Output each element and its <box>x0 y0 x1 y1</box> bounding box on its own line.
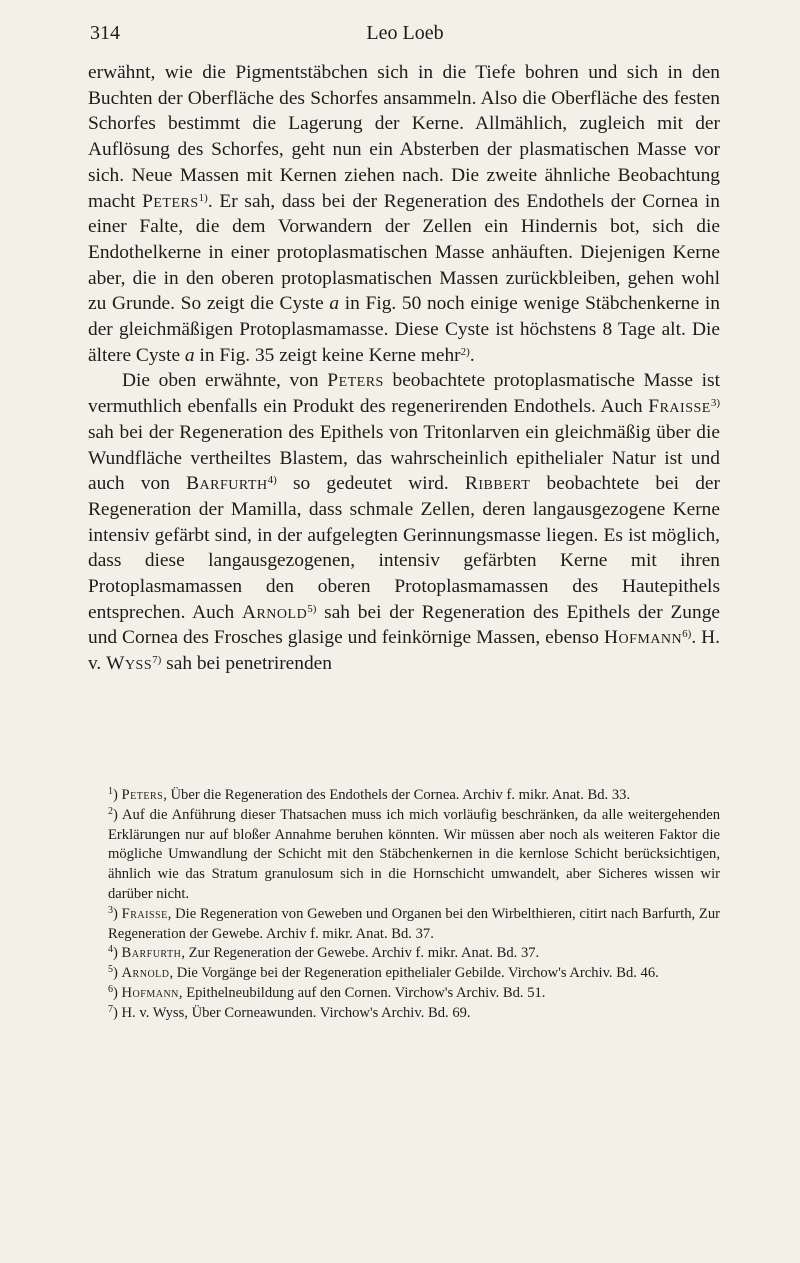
author-name: Fraisse <box>121 905 168 922</box>
footnote-ref: 4) <box>267 474 277 487</box>
footnote: $^3$) Fraisse, Die Regeneration von Geweben und Organen bei den Wirbelthieren, citirt nach Barfurth, Zur Regeneration der Gewebe. Archiv f. mikr. Anat. Bd. 37. <box>108 904 720 942</box>
page-number: 314 <box>90 22 120 44</box>
footnotes <box>88 786 720 1024</box>
page-header <box>90 22 720 52</box>
author-name: Hofmann <box>121 984 179 1001</box>
paragraph-1: erwähnt, wie die Pigmentstäbchen sich in die Tiefe bohren und sich in den Buchten der Oberfläche des Schorfes ansammeln. Also die Oberfläche des festen Schorfes bestimmt die Lagerung der Kerne. Allmählich, zugleich mit der Auflösung des Schorfes, geht nun ein Absterben der plasmatischen Masse vor sich. Neue Massen mit Kernen ziehen nach. Die zweite ähnliche Beobachtung macht Peters$^{1)}$. Er sah, dass bei der Regeneration des Endothels der Cornea in einer Falte, die dem Vorwandern der Zellen ein Hindernis bot, sich die Endothelkerne in einer protoplasmatischen Masse anhäuften. Diejenigen Kerne aber, die in den oberen protoplasmatischen Massen zurückbleiben, gehen wohl zu Grunde. So zeigt die Cyste a in Fig. 50 noch einige wenige Stäbchenkerne in der gleichmäßigen Protoplasmamasse. Diese Cyste ist höchstens 8 Tage alt. Die ältere Cyste a in Fig. 35 zeigt keine Kerne mehr$^{2)}$. <box>88 62 720 366</box>
author-name: Arnold <box>121 965 170 982</box>
running-title: Leo Loeb <box>366 22 444 44</box>
footnote: $^4$) Barfurth, Zur Regeneration der Gewebe. Archiv f. mikr. Anat. Bd. 37. <box>108 944 540 962</box>
footnote-ref: 6) <box>682 628 692 641</box>
author-name: Fraisse <box>648 396 711 418</box>
author-name: Arnold <box>241 601 308 623</box>
footnote-ref: 7) <box>152 654 162 667</box>
author-name: Peters <box>142 190 199 212</box>
author-name: Hofmann <box>603 627 683 649</box>
author-name: Wyss <box>106 653 153 675</box>
footnote: $^5$) Arnold, Die Vorgänge bei der Regeneration epithelialer Gebilde. Virchow's Archiv. Bd. 46. <box>108 964 659 982</box>
body-text <box>88 60 720 677</box>
author-name: Barfurth <box>186 473 268 495</box>
author-name: Barfurth <box>121 945 182 962</box>
footnote-ref: 1) <box>198 191 208 204</box>
author-name: Peters <box>327 370 384 392</box>
author-name: Peters <box>121 787 164 803</box>
footnote: $^2$) Auf die Anführung dieser Thatsachen muss ich mich vorläufig beschränken, da alle weitergehenden Erklärungen nur auf bloßer Annahme beruhen könnten. Wir müssen aber noch als weiteren Faktor die mögliche Umwandlung der Schicht mit den Stäbchenkernen in die kernlose Schicht berücksichtigen, ähnlich wie das Stratum granulosum sich in die Hornschicht umwandelt, aber Sicheres wissen wir darüber nicht. <box>108 805 721 902</box>
paragraph-2: Die oben erwähnte, von Peters beobachtete protoplasmatische Masse ist vermuthlich ebenfalls ein Produkt des regenerirenden Endothels. Auch Fraisse$^{3)}$ sah bei der Regeneration des Epithels von Tritonlarven ein gleichmäßig über die Wundfläche vertheiltes Blastem, das wahrscheinlich epithelialer Natur ist und auch von Barfurth$^{4)}$ so gedeutet wird. Ribbert beobachtete bei der Regeneration der Mamilla, dass schmale Zellen, deren langausgezogene Kerne intensiv gefärbt sind, in der aufgelegten Gerinnungsmasse liegen. Es ist möglich, dass diese langausgezogenen, intensiv gefärbten Kerne mit ihren Protoplasmamassen den oberen Protoplasmamassen des Hautepithels entsprechen. Auch Arnold$^{5)}$ sah bei der Regeneration des Epithels der Zunge und Cornea des Frosches glasige und feinkörnige Massen, ebenso Hofmann$^{6)}$. H. v. Wyss$^{7)}$ sah bei penetrirenden <box>88 370 721 675</box>
footnote-ref: 5) <box>307 602 317 615</box>
footnote: $^1$) Peters, Über die Regeneration des Endothels der Cornea. Archiv f. mikr. Anat. Bd. 33. <box>108 786 631 803</box>
figure-label: a <box>184 344 195 366</box>
footnote-ref: 3) <box>710 397 720 410</box>
footnote: $^7$) H. v. Wyss, Über Corneawunden. Virchow's Archiv. Bd. 69. <box>108 1003 471 1021</box>
figure-label: a <box>329 293 340 315</box>
author-name: Ribbert <box>464 473 531 495</box>
footnote: $^6$) Hofmann, Epithelneubildung auf den Cornen. Virchow's Archiv. Bd. 51. <box>108 983 546 1001</box>
footnote-ref: 2) <box>460 345 470 358</box>
